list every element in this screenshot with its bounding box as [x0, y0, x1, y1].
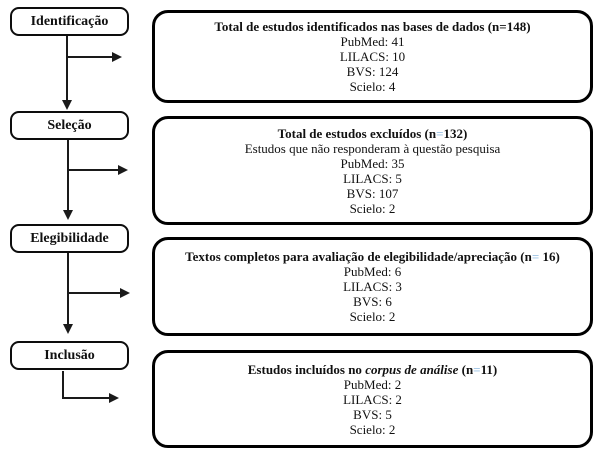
arrow-down-icon [63, 324, 73, 334]
stat-line: LILACS: 10 [339, 49, 406, 64]
stat-line: BVS: 124 [346, 64, 399, 79]
arrow-right-icon [120, 288, 130, 298]
equals-sign: = [531, 249, 540, 264]
title-text: Total de estudos identificados nas bases de dados (n [214, 19, 500, 34]
arrow-down-icon [62, 100, 72, 110]
stat-line: Scielo: 4 [349, 79, 396, 94]
panel-title [165, 249, 580, 264]
stat-line: Scielo: 2 [349, 421, 396, 437]
stat-line: PubMed: 41 [340, 34, 405, 49]
panel-title [165, 126, 580, 141]
stat-line: PubMed: 2 [343, 376, 402, 392]
arrow-right-icon [118, 165, 128, 175]
stat-line: PubMed: 35 [340, 155, 405, 171]
stage-box-inclusao [10, 341, 129, 370]
panel-identified-studies [152, 10, 593, 103]
title-count: 11) [480, 361, 498, 377]
title-text: Textos completos para avaliação de elegibilidade/apreciação (n [185, 249, 532, 264]
arrow-inclusion-to-panel [63, 371, 110, 398]
stage-label: Elegibilidade [30, 230, 109, 246]
stage-box-selecao [10, 111, 129, 140]
title-text: Estudos incluídos no [247, 361, 366, 377]
stat-line: PubMed: 6 [343, 264, 402, 279]
stat-line: BVS: 5 [353, 406, 392, 422]
arrow-right-icon [112, 52, 122, 62]
title-text: (n [458, 361, 474, 377]
stat-line: BVS: 107 [346, 185, 399, 201]
title-text: Total de estudos excluídos (n [277, 125, 437, 141]
title-count: 148) [506, 19, 531, 34]
title-count: 132) [443, 125, 468, 141]
stage-box-elegibilidade [10, 224, 129, 253]
stage-label: Inclusão [44, 347, 95, 363]
stage-label: Seleção [47, 117, 92, 133]
stat-line: LILACS: 2 [343, 391, 402, 407]
equals-sign: = [499, 19, 507, 34]
title-count: 16) [539, 249, 560, 264]
stat-line: LILACS: 5 [343, 170, 402, 186]
stat-line: LILACS: 3 [343, 279, 402, 294]
title-italic-text: corpus de análise [365, 361, 459, 377]
panel-title [165, 362, 580, 377]
stat-line: Scielo: 2 [349, 309, 396, 324]
stat-line: BVS: 6 [353, 294, 392, 309]
equals-sign: = [473, 361, 481, 377]
panel-full-text-eligibility [152, 237, 593, 336]
exclusion-reason: Estudos que não responderam à questão pesquisa [244, 140, 501, 156]
equals-sign: = [436, 125, 444, 141]
arrow-right-icon [109, 393, 119, 403]
panel-included-studies [152, 350, 593, 448]
arrow-down-icon [63, 210, 73, 220]
panel-excluded-studies [152, 116, 593, 225]
panel-title [165, 19, 580, 34]
stat-line: Scielo: 2 [349, 200, 396, 216]
stage-box-identificacao [10, 7, 129, 36]
stage-label: Identificação [30, 13, 109, 29]
